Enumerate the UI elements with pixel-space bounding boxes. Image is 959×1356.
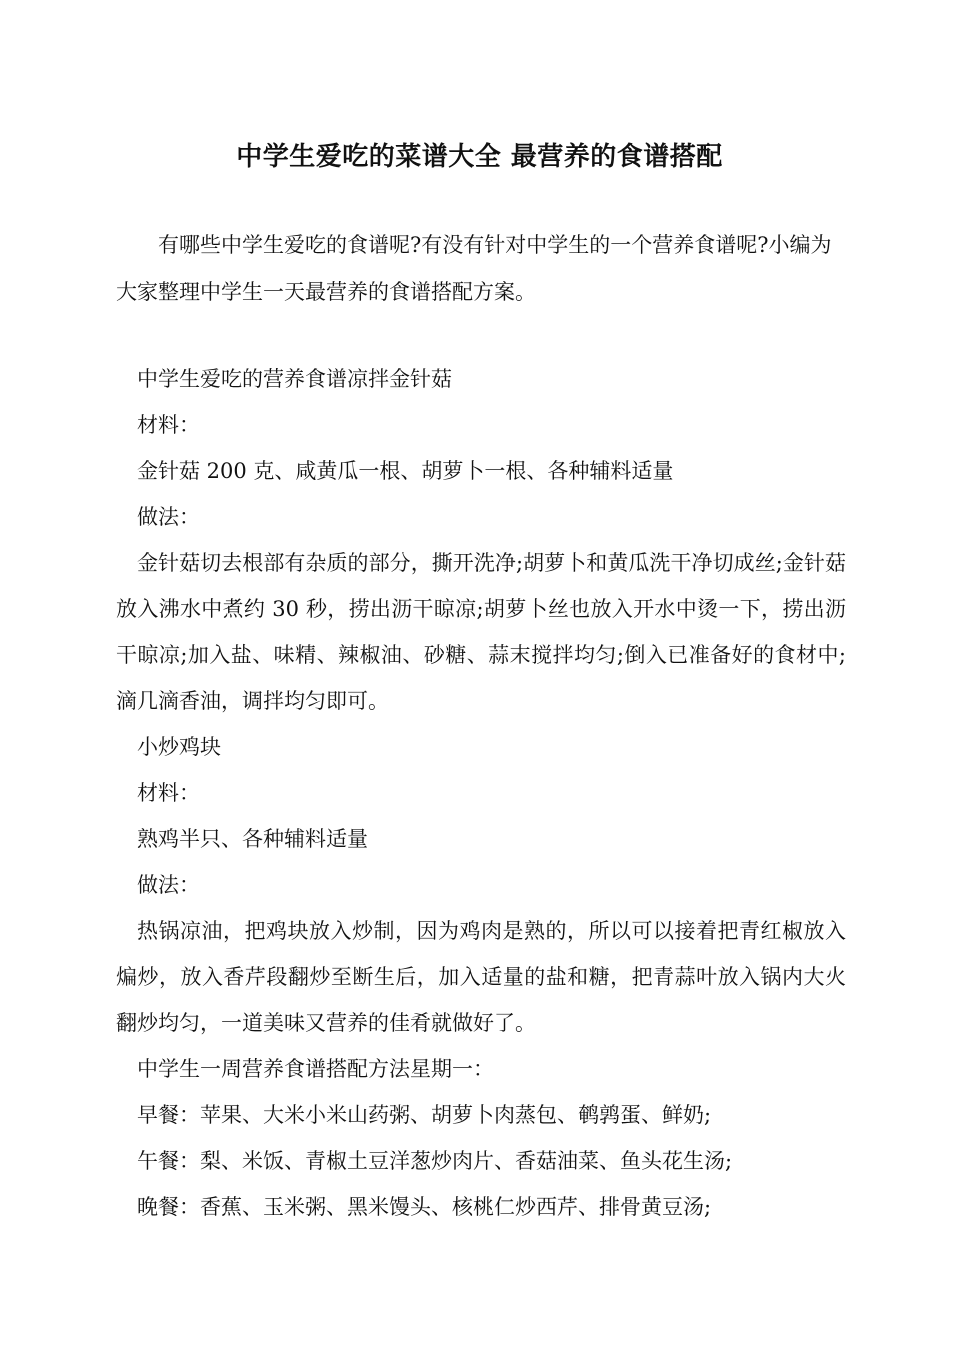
ingredients-label: 材料： — [137, 413, 200, 437]
method-text: 热锅凉油，把鸡块放入炒制，因为鸡肉是熟的，所以可以接着把青红椒放入煸炒，放入香芹段翻炒至断生后，加入适量的盐和糖，把青蒜叶放入锅内大火翻炒均匀，一道美味又营养的佳肴就做好了。 — [116, 919, 846, 1035]
ingredients-label: 材料： — [137, 781, 200, 805]
ingredients-list: 金针菇 200 克、咸黄瓜一根、胡萝卜一根、各种辅料适量 — [137, 459, 674, 483]
method-label: 做法： — [137, 873, 200, 897]
breakfast-line: 早餐：苹果、大米小米山药粥、胡萝卜肉蒸包、鹌鹑蛋、鲜奶; — [137, 1103, 712, 1127]
document-title: 中学生爱吃的菜谱大全 最营养的食谱搭配 — [236, 142, 723, 172]
dinner-line: 晚餐：香蕉、玉米粥、黑米馒头、核桃仁炒西芹、排骨黄豆汤; — [137, 1195, 712, 1219]
method-label: 做法： — [137, 505, 200, 529]
section-heading-chicken: 小炒鸡块 — [137, 735, 221, 759]
document-body — [116, 356, 846, 1230]
section-heading-weekly-menu: 中学生一周营养食谱搭配方法星期一： — [137, 1057, 494, 1081]
lunch-line: 午餐：梨、米饭、青椒土豆洋葱炒肉片、香菇油菜、鱼头花生汤; — [137, 1149, 733, 1173]
section-heading-jinzhengu: 中学生爱吃的营养食谱凉拌金针菇 — [137, 367, 452, 391]
intro-paragraph: 有哪些中学生爱吃的食谱呢?有没有针对中学生的一个营养食谱呢?小编为大家整理中学生一天最营养的食谱搭配方案。 — [116, 233, 832, 304]
method-text: 金针菇切去根部有杂质的部分，撕开洗净;胡萝卜和黄瓜洗干净切成丝;金针菇放入沸水中煮约 30 秒，捞出沥干晾凉;胡萝卜丝也放入开水中烫一下，捞出沥干晾凉;加入盐、味精、辣椒油、砂糖、蒜末搅拌均匀;倒入已准备好的食材中;滴几滴香油，调拌均匀即可。 — [116, 551, 846, 713]
ingredients-list: 熟鸡半只、各种辅料适量 — [137, 827, 368, 851]
